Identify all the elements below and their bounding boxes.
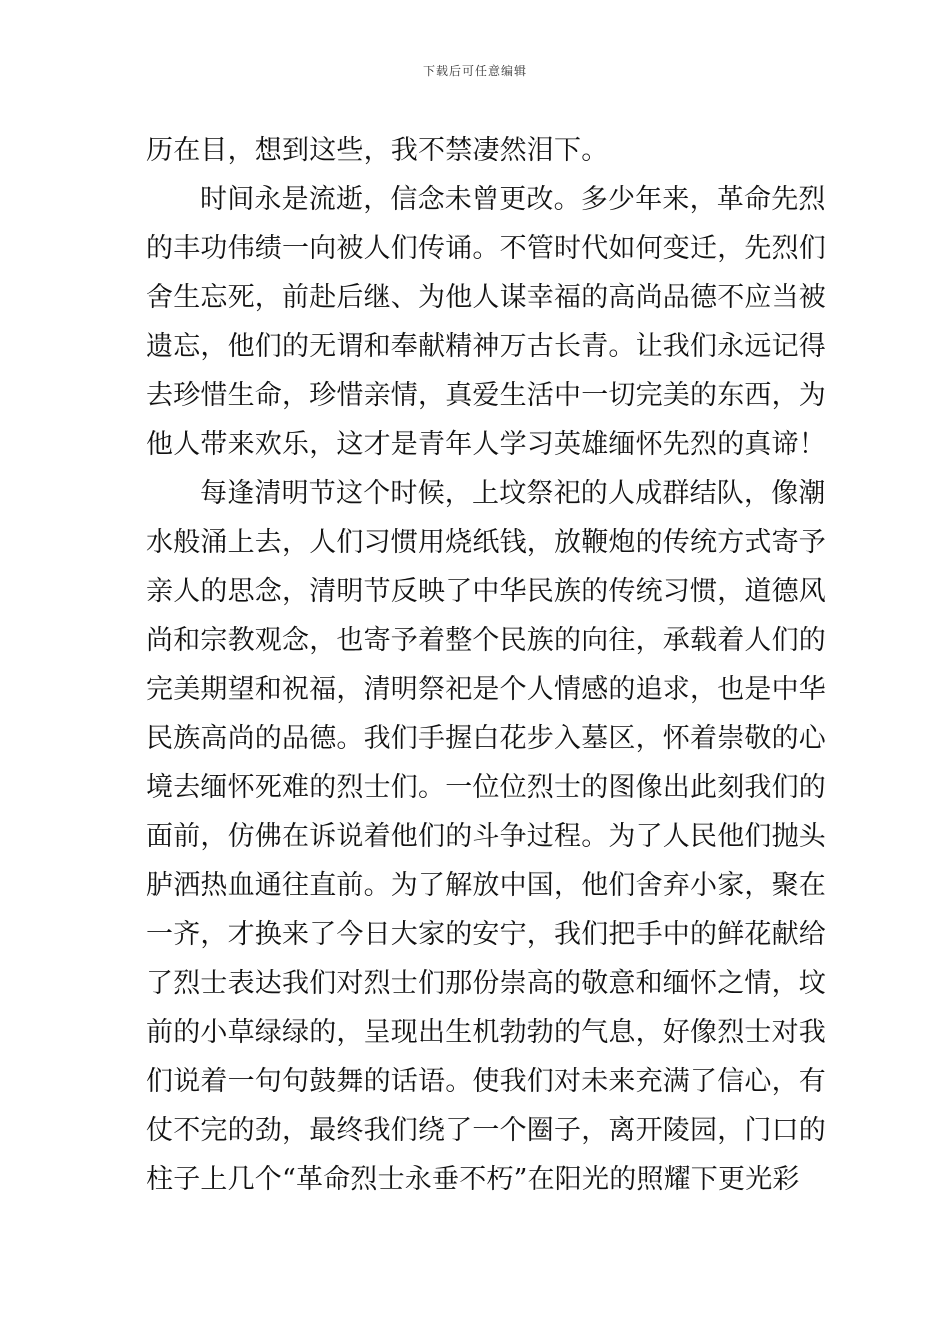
text-line: 们说着一句句鼓舞的话语。使我们对未来充满了信心，有 (146, 1066, 826, 1097)
text-line: 柱子上几个“革命烈士永垂不朽”在阳光的照耀下更光彩 (146, 1164, 800, 1195)
text-line: 遗忘，他们的无谓和奉献精神万古长青。让我们永远记得 (146, 331, 826, 362)
text-line: 水般涌上去，人们习惯用烧纸钱，放鞭炮的传统方式寄予 (146, 527, 826, 558)
text-line: 尚和宗教观念，也寄予着整个民族的向往，承载着人们的 (146, 625, 826, 656)
text-line: 面前，仿佛在诉说着他们的斗争过程。为了人民他们抛头 (146, 821, 826, 852)
text-line: 胪洒热血通往直前。为了解放中国，他们舍弃小家，聚在 (146, 870, 826, 901)
text-line: 仗不完的劲，最终我们绕了一个圈子，离开陵园，门口的 (146, 1115, 826, 1146)
text-line: 每逢清明节这个时候，上坟祭祀的人成群结队，像潮 (200, 478, 826, 509)
text-line: 境去缅怀死难的烈士们。一位位烈士的图像出此刻我们的 (146, 772, 826, 803)
text-line: 了烈士表达我们对烈士们那份崇高的敬意和缅怀之情，坟 (146, 968, 826, 999)
text-line: 完美期望和祝福，清明祭祀是个人情感的追求，也是中华 (146, 674, 826, 705)
text-line: 一齐，才换来了今日大家的安宁，我们把手中的鲜花献给 (146, 919, 826, 950)
text-line: 舍生忘死，前赴后继、为他人谋幸福的高尚品德不应当被 (146, 282, 826, 313)
text-line: 历在目，想到这些，我不禁凄然泪下。 (146, 135, 609, 166)
text-line: 民族高尚的品德。我们手握白花步入墓区，怀着崇敬的心 (146, 723, 826, 754)
text-line: 去珍惜生命，珍惜亲情，真爱生活中一切完美的东西，为 (146, 380, 826, 411)
text-line: 时间永是流逝，信念未曾更改。多少年来，革命先烈 (200, 184, 826, 215)
text-line: 的丰功伟绩一向被人们传诵。不管时代如何变迁，先烈们 (146, 233, 826, 264)
paragraph (146, 126, 808, 175)
paragraph (146, 175, 826, 469)
text-line: 前的小草绿绿的，呈现出生机勃勃的气息，好像烈士对我 (146, 1017, 826, 1048)
document-body (146, 126, 826, 1204)
header-note: 下载后可任意编辑 (422, 64, 527, 78)
paragraph (146, 469, 826, 1204)
text-line: 亲人的思念，清明节反映了中华民族的传统习惯，道德风 (146, 576, 826, 607)
text-line: 他人带来欢乐，这才是青年人学习英雄缅怀先烈的真谛！ (146, 429, 826, 460)
